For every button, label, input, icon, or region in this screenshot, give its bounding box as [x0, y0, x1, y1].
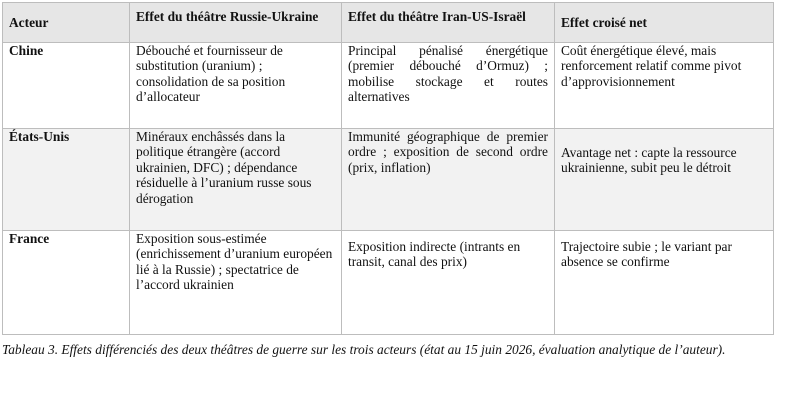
- cell-russia-ukraine: Exposition sous-estimée (enrichissement d’uranium européen lié à la Russie) ; spectatrice de l’accord ukrainien: [130, 231, 342, 335]
- document-page: [2, 2, 773, 357]
- table-caption: Tableau 3. Effets différenciés des deux théâtres de guerre sur les trois acteurs (état au 15 juin 2026, évaluation analytique de l’auteur).: [2, 342, 726, 357]
- cell-russia-ukraine: Minéraux enchâssés dans la politique étrangère (accord ukrainien, DFC) ; dépendance résiduelle à l’uranium russe sous dérogation: [130, 129, 342, 231]
- cell-actor: France: [3, 231, 130, 335]
- header-iran-us-israel: Effet du théâtre Iran-US-Israël: [342, 3, 555, 43]
- table-header-row: [3, 3, 774, 43]
- table-row: [3, 231, 774, 335]
- cell-net-effect: Coût énergétique élevé, mais renforcement relatif comme pivot d’approvisionnement: [555, 43, 774, 129]
- cell-iran-us-israel: Principal pénalisé énergétique (premier débouché d’Ormuz) ; mobilise stockage et routes alternatives: [342, 43, 555, 129]
- cell-russia-ukraine: Débouché et fournisseur de substitution (uranium) ; consolidation de sa position d’allocateur: [130, 43, 342, 129]
- cell-iran-us-israel: Exposition indirecte (intrants en transit, canal des prix): [342, 231, 555, 335]
- header-russia-ukraine: Effet du théâtre Russie-Ukraine: [130, 3, 342, 43]
- cell-actor: Chine: [3, 43, 130, 129]
- cell-net-effect: Trajectoire subie ; le variant par absence se confirme: [555, 231, 774, 335]
- cell-iran-us-israel: Immunité géographique de premier ordre ; exposition de second ordre (prix, inflation): [342, 129, 555, 231]
- table-row: [3, 129, 774, 231]
- header-net-effect: Effet croisé net: [555, 3, 774, 43]
- cell-net-effect: Avantage net : capte la ressource ukrainienne, subit peu le détroit: [555, 129, 774, 231]
- effects-table: [2, 2, 774, 335]
- cell-actor: États-Unis: [3, 129, 130, 231]
- table-row: [3, 43, 774, 129]
- header-actor: Acteur: [3, 3, 130, 43]
